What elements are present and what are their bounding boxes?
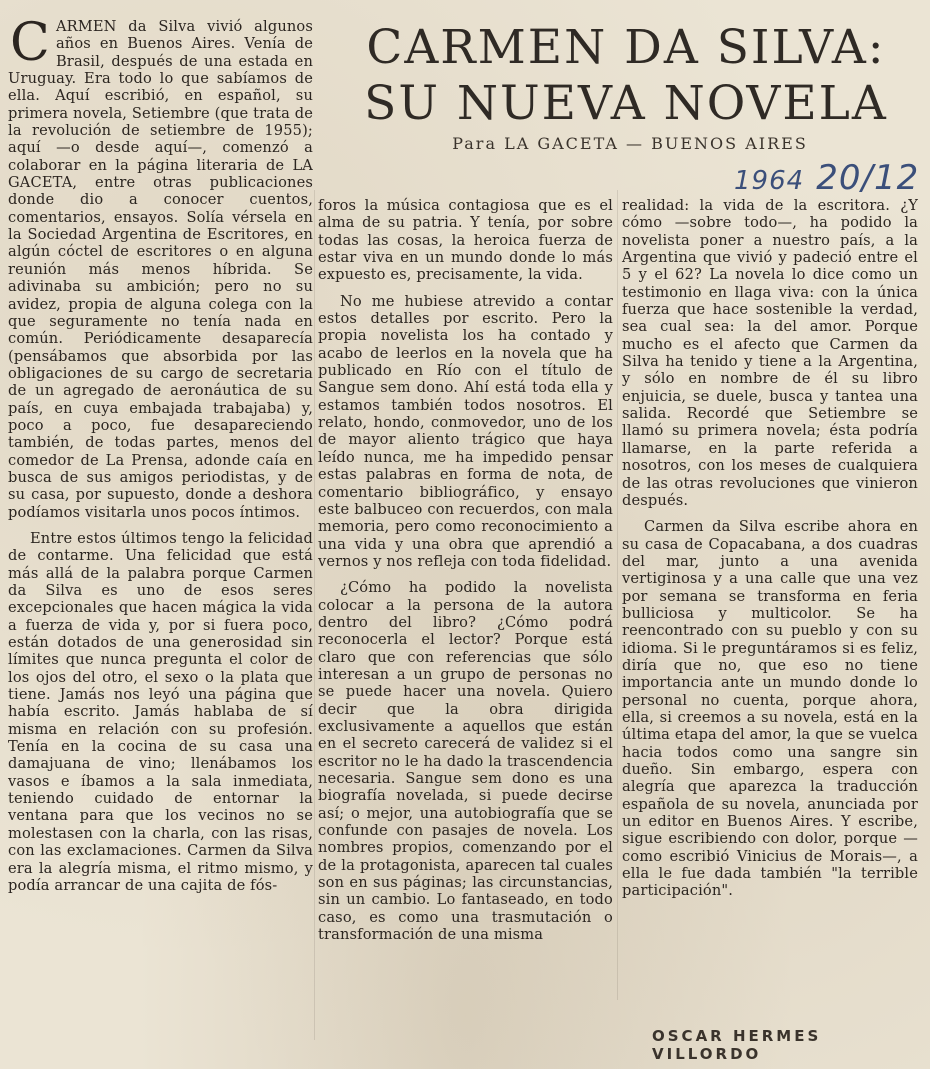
paragraph: ¿Cómo ha podido la novelista colocar a la persona de la autora dentro del libro? ¿Cómo podrá reconocerla el lector? Porque está claro que con referencias que sólo interesan a un grupo de personas no se puede hacer una novela. Quiero decir que la obra dirigida exclusivamente a aquellos que están en el secreto carecerá de validez si el escritor no le ha dado la trascendencia necesaria. Sangue sem dono es una biografía novelada, si puede decirse así; o mejor, una autobiografía que se confunde con pasajes de novela. Los nombres propios, comenzando por el de la protagonista, aparecen tal cuales son en sus páginas; las circunstancias, sin un cambio. Lo fantaseado, en todo caso, es como una trasmutación o transformación de una misma (318, 579, 613, 944)
paragraph: Carmen da Silva escribe ahora en su casa de Copacabana, a dos cuadras del mar, junto a una avenida vertiginosa y a una calle que una vez por semana se transforma en feria bulliciosa y multicolor. Se ha reencontrado con su pueblo y con su idioma. Si le preguntáramos si es feliz, diría que no, que eso no tiene importancia ante un mundo donde lo personal no cuenta, porque ahora, ella, si creemos a su novela, está en la última etapa del amor, la que se vuelca hacia todos como una sangre sin dueño. Sin embargo, espera con alegría que aparezca la traducción española de su novela, anunciada por un editor en Buenos Aires. Y escribe, sigue escribiendo con dolor, porque —como escribió Vinicius de Morais—, a ella le fue dada también "la terrible participación". (622, 518, 918, 900)
paragraph: No me hubiese atrevido a contar estos detalles por escrito. Pero la propia novelista los ha contado y acabo de leerlos en la novela que ha publicado en Río con el título de Sangue sem dono. Ahí está toda ella y estamos también todos nosotros. El relato, hondo, conmovedor, uno de los de mayor aliento trágico que haya leído nunca, me ha impedido pensar estas palabras en forma de nota, de comentario bibliográfico, y ensayo este balbuceo con recuerdos, con mala memoria, pero como reconocimiento a una vida y una obra que aprendió a vernos y nos refleja con toda fidelidad. (318, 292, 613, 570)
handwritten-date: 20/12 (816, 158, 920, 198)
article-byline: Para LA GACETA — BUENOS AIRES (452, 134, 808, 153)
paragraph (8, 13, 314, 521)
article-author: OSCAR HERMES VILLORDO (652, 1027, 822, 1063)
article-column-2 (318, 197, 613, 952)
drop-cap: C (10, 13, 50, 73)
paragraph: Entre estos últimos tengo la felicidad de contarme. Una felicidad que está más allá de la palabra porque Carmen da Silva es uno de esos seres excepcionales que hacen mágica la vida a fuerza de vida y, por si fuera poco, están dotados de una generosidad sin límites que nunca pregunta el color de los ojos del otro, el sexo o la plata que tiene. Jamás nos leyó una página que había escrito. Jamás hablaba de sí misma en relación con su profesión. Tenía en la cocina de su casa una damajuana de vino; llenábamos los vasos e íbamos a la sala inmediata, teniendo cuidado de entornar la ventana para que los vecinos no se molestasen con la charla, con las risas, con las exclamaciones. Carmen da Silva era la alegría misma, el ritmo mismo, y podía arrancar de una cajita de fós- (8, 529, 313, 894)
article-title-line2: SU NUEVA NOVELA (364, 76, 888, 131)
paragraph: foros la música contagiosa que es el alma de su patria. Y tenía, por sobre todas las cosas, la heroica fuerza de estar viva en un mundo donde lo más expuesto es, precisamente, la vida. (318, 197, 613, 284)
handwritten-year: 1964 (734, 166, 805, 196)
column-divider (314, 190, 315, 1040)
article-title-line1: CARMEN DA SILVA: (366, 20, 886, 75)
article-column-1 (8, 13, 314, 903)
handwritten-date-annotation (734, 158, 919, 198)
column-divider (617, 190, 618, 1000)
article-column-3 (622, 197, 918, 909)
article-title (326, 20, 926, 132)
paragraph: realidad: la vida de la escritora. ¿Y cómo —sobre todo—, ha podido la novelista poner a nuestro país, a la Argentina que vivió y padeció entre el 5 y el 62? La novela lo dice como un testimonio en llaga viva: con la única fuerza que hace sostenible la verdad, sea cual sea: la del amor. Porque mucho es el afecto que Carmen da Silva ha tenido y tiene a la Argentina, y sólo en nombre de él su libro enjuicia, se duele, busca y tantea una salida. Recordé que Setiembre se llamó su primera novela; ésta podría llamarse, en la parte referida a nosotros, con los meses de cualquiera de las otras revoluciones que vinieron después. (622, 197, 918, 509)
paragraph-text: ARMEN da Silva vivió algunos años en Buenos Aires. Venía de Brasil, después de una estada en Uruguay. Era todo lo que sabíamos de ella. Aquí escribió, en español, su primera novela, Setiembre (que trata de la revolución de setiembre de 1955); aquí —o desde aquí—, comenzó a colaborar en la página literaria de LA GACETA, entre otras publicaciones donde dio a conocer cuentos, comentarios, ensayos. Solía vérsela en la Sociedad Argentina de Escritores, en algún cóctel de escritores o en alguna reunión más menos híbrida. Se adivinaba su ambición; pero no su avidez, propia de alguna colega con la que seguramente no tenía nada en común. Periódicamente desaparecía (pensábamos que absorbida por las obligaciones de su cargo de secretaria de un agregado de aeronáutica de su país, en cuya embajada trabajaba) y, poco a poco, fue desapareciendo también, de todas partes, menos del comedor de La Prensa, adonde caía en busca de sus amigos periodistas, y de su casa, por supuesto, donde a deshora podíamos visitarla unos pocos íntimos. (8, 18, 314, 521)
